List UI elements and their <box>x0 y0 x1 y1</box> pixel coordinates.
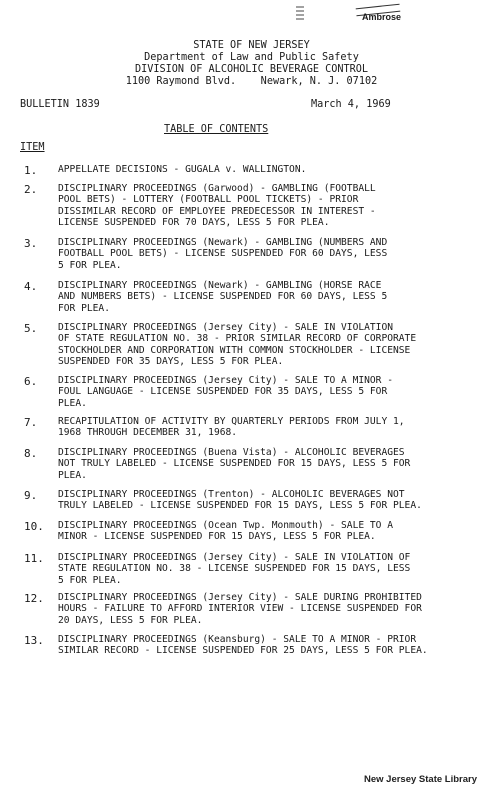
toc-item-text <box>58 183 490 228</box>
toc-item-line: DISCIPLINARY PROCEEDINGS (Newark) - GAMBLING (HORSE RACE <box>58 280 382 291</box>
toc-item-line: DISCIPLINARY PROCEEDINGS (Newark) - GAMBLING (NUMBERS AND <box>58 237 388 248</box>
letterhead-state: STATE OF NEW JERSEY <box>193 40 310 51</box>
toc-item-number: 4. <box>24 280 38 293</box>
item-column-heading: ITEM <box>20 142 45 153</box>
toc-item-text <box>58 489 490 512</box>
toc-item-number: 2. <box>24 183 38 196</box>
letterhead-division: DIVISION OF ALCOHOLIC BEVERAGE CONTROL <box>134 64 369 75</box>
toc-item-line: PLEA. <box>58 397 87 409</box>
toc-item-line: TRULY LABELED - LICENSE SUSPENDED FOR 15 DAYS, LESS 5 FOR PLEA. <box>58 500 422 512</box>
toc-item-number: 6. <box>24 375 38 388</box>
toc-item-line: RECAPITULATION OF ACTIVITY BY QUARTERLY PERIODS FROM JULY 1, <box>58 416 405 427</box>
bulletin-date: March 4, 1969 <box>311 99 391 110</box>
toc-item-number: 11. <box>24 552 44 565</box>
toc-item-number: 8. <box>24 447 38 460</box>
toc-item-text <box>58 634 490 657</box>
letterhead <box>0 40 503 88</box>
toc-item-line: DISCIPLINARY PROCEEDINGS (Jersey City) - SALE TO A MINOR - <box>58 375 394 386</box>
toc-item-line: DISCIPLINARY PROCEEDINGS (Garwood) - GAMBLING (FOOTBALL <box>58 183 376 194</box>
library-footer: New Jersey State Library <box>364 774 478 785</box>
toc-item-line: POOL BETS) - LOTTERY (FOOTBALL POOL TICKETS) - PRIOR <box>58 194 359 206</box>
toc-item-line: FOR PLEA. <box>58 302 110 314</box>
toc-item-number: 9. <box>24 489 38 502</box>
toc-item-line: DISCIPLINARY PROCEEDINGS (Jersey City) - SALE IN VIOLATION <box>58 322 394 333</box>
toc-item-line: FOOTBALL POOL BETS) - LICENSE SUSPENDED FOR 60 DAYS, LESS <box>58 248 388 260</box>
toc-item-line: NOT TRULY LABELED - LICENSE SUSPENDED FOR 15 DAYS, LESS 5 FOR <box>58 458 411 470</box>
toc-item-line: 1968 THROUGH DECEMBER 31, 1968. <box>58 427 238 439</box>
toc-item-number: 13. <box>24 634 44 647</box>
toc-item-text <box>58 164 490 175</box>
letterhead-address: 1100 Raymond Blvd. Newark, N. J. 07102 <box>125 76 378 87</box>
toc-item-number: 12. <box>24 592 44 605</box>
toc-item-line: AND NUMBERS BETS) - LICENSE SUSPENDED FOR 60 DAYS, LESS 5 <box>58 291 388 303</box>
toc-item-text <box>58 416 490 439</box>
toc-item-number: 10. <box>24 520 44 533</box>
toc-item-text <box>58 237 490 271</box>
toc-item-line: DISSIMILAR RECORD OF EMPLOYEE PREDECESSOR IN INTEREST - <box>58 205 376 217</box>
toc-item-text <box>58 447 490 481</box>
toc-item-text <box>58 520 490 543</box>
toc-item-line: STATE REGULATION NO. 38 - LICENSE SUSPENDED FOR 15 DAYS, LESS <box>58 563 411 575</box>
toc-item-line: PLEA. <box>58 469 87 481</box>
toc-item-number: 1. <box>24 164 38 177</box>
toc-item-line: SUSPENDED FOR 35 DAYS, LESS 5 FOR PLEA. <box>58 355 284 367</box>
toc-item-line: DISCIPLINARY PROCEEDINGS (Jersey City) - SALE DURING PROHIBITED <box>58 592 422 603</box>
stamp-name: Ambrose <box>362 12 402 22</box>
toc-item-line: DISCIPLINARY PROCEEDINGS (Buena Vista) - ALCOHOLIC BEVERAGES <box>58 447 405 458</box>
toc-item-line: 20 DAYS, LESS 5 FOR PLEA. <box>58 614 203 626</box>
toc-item-line: 5 FOR PLEA. <box>58 259 122 271</box>
toc-item-line: LICENSE SUSPENDED FOR 70 DAYS, LESS 5 FOR PLEA. <box>58 216 330 228</box>
letterhead-department: Department of Law and Public Safety <box>144 52 359 63</box>
toc-item-number: 7. <box>24 416 38 429</box>
toc-item-line: APPELLATE DECISIONS - GUGALA v. WALLINGTON. <box>58 164 307 175</box>
toc-item-line: DISCIPLINARY PROCEEDINGS (Jersey City) - SALE IN VIOLATION OF <box>58 552 411 563</box>
toc-item-line: STOCKHOLDER AND CORPORATION WITH COMMON STOCKHOLDER - LICENSE <box>58 344 411 356</box>
toc-title: TABLE OF CONTENTS <box>164 124 269 135</box>
toc-item-line: DISCIPLINARY PROCEEDINGS (Keansburg) - SALE TO A MINOR - PRIOR <box>58 634 417 645</box>
bulletin-number: BULLETIN 1839 <box>20 99 100 110</box>
toc-item-line: OF STATE REGULATION NO. 38 - PRIOR SIMILAR RECORD OF CORPORATE <box>58 333 417 345</box>
toc-item-line: DISCIPLINARY PROCEEDINGS (Trenton) - ALCOHOLIC BEVERAGES NOT <box>58 489 405 500</box>
toc-item-text <box>58 322 490 367</box>
toc-item-line: HOURS - FAILURE TO AFFORD INTERIOR VIEW - LICENSE SUSPENDED FOR <box>58 603 422 615</box>
toc-item-line: SIMILAR RECORD - LICENSE SUSPENDED FOR 25 DAYS, LESS 5 FOR PLEA. <box>58 645 428 657</box>
toc-item-text <box>58 375 490 409</box>
toc-item-line: 5 FOR PLEA. <box>58 574 122 586</box>
toc-item-line: DISCIPLINARY PROCEEDINGS (Ocean Twp. Monmouth) - SALE TO A <box>58 520 394 531</box>
toc-item-line: MINOR - LICENSE SUSPENDED FOR 15 DAYS, LESS 5 FOR PLEA. <box>58 531 376 543</box>
toc-item-text <box>58 592 490 626</box>
binding-mark-icon <box>296 4 304 20</box>
toc-item-text <box>58 280 490 314</box>
toc-item-line: FOUL LANGUAGE - LICENSE SUSPENDED FOR 35 DAYS, LESS 5 FOR <box>58 386 388 398</box>
toc-item-number: 3. <box>24 237 38 250</box>
toc-item-text <box>58 552 490 586</box>
toc-item-number: 5. <box>24 322 38 335</box>
library-stamp <box>352 2 438 24</box>
